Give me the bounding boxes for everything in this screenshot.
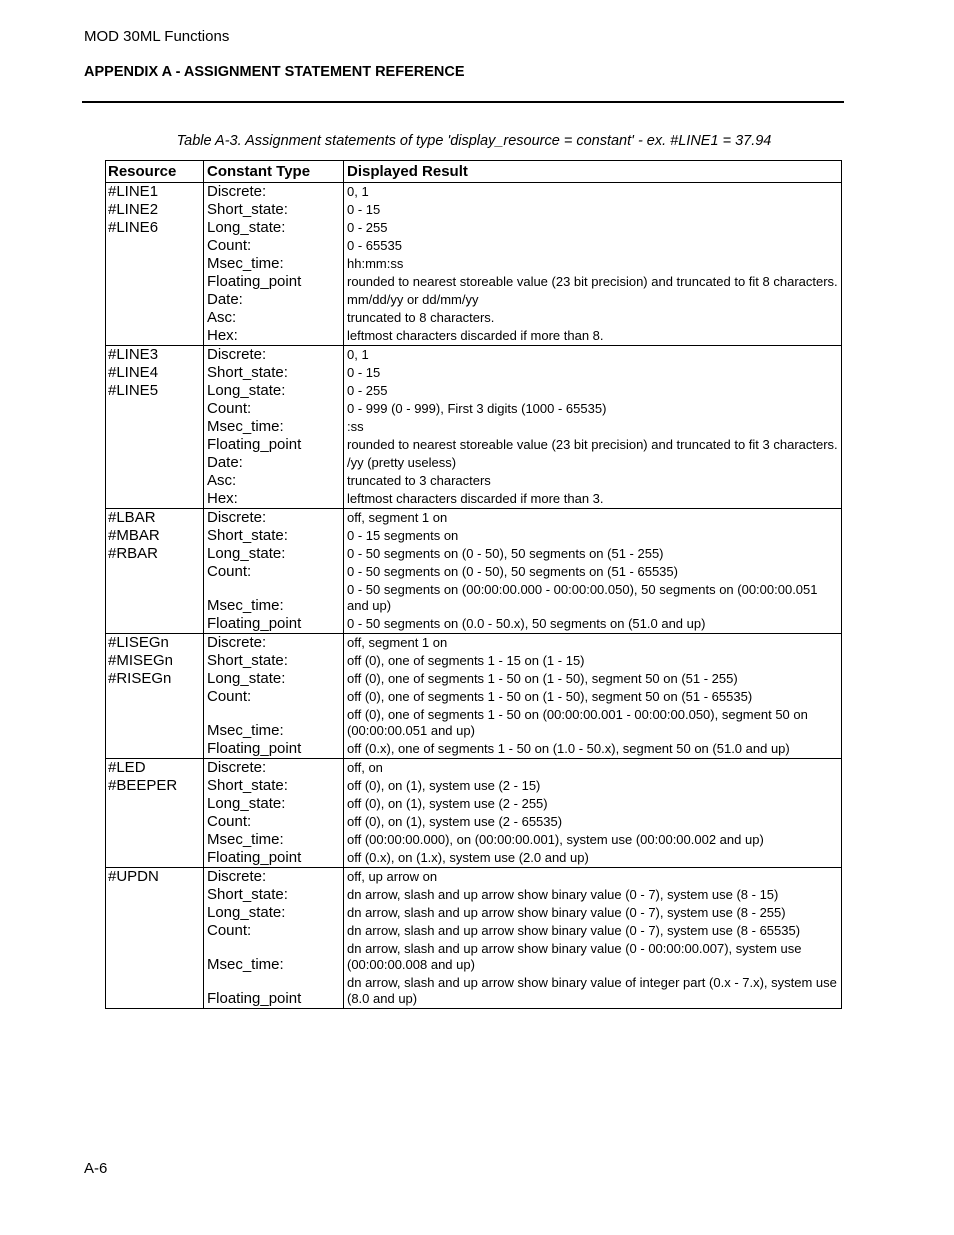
table-row [204,273,841,291]
table-row-group [106,633,841,758]
resource-name: #LISEGn [108,634,169,651]
displayed-result-cell: off (0), one of segments 1 - 50 on (00:00:00.001 - 00:00:00.050), segment 50 on (00:00:00.051 and up) [347,707,808,738]
section-heading: APPENDIX A - ASSIGNMENT STATEMENT REFERENCE [84,64,465,80]
table-row [204,237,841,255]
constant-type-cell [204,418,344,436]
constant-type-cell [204,201,344,219]
constant-type-label: Hex: [207,490,238,507]
table-row [204,868,841,886]
displayed-result-cell: off (0), one of segments 1 - 15 on (1 - 15) [347,653,585,668]
displayed-result-cell: off (0), one of segments 1 - 50 on (1 - 50), segment 50 on (51 - 65535) [347,689,753,704]
displayed-result-cell: 0 - 255 [347,383,388,398]
table-body [106,182,841,1008]
constant-type-label: Count: [207,237,252,254]
constant-type-label: Msec_time: [207,597,284,614]
constant-type-cell [204,436,344,454]
constant-type-cell [204,183,344,201]
resource-name: #UPDN [108,868,159,885]
column-header-displayed-result: Displayed Result [347,163,468,180]
displayed-result-cell: dn arrow, slash and up arrow show binary value of integer part (0.x - 7.x), system use (8.0 and up) [347,975,837,1006]
table-row [204,563,841,581]
table-row [204,904,841,922]
table-row [204,472,841,490]
displayed-result-cell: 0 - 50 segments on (0 - 50), 50 segments on (51 - 65535) [347,564,678,579]
resource-name: #LBAR [108,509,156,526]
table-row [204,615,841,633]
displayed-result-cell: 0, 1 [347,184,369,199]
constant-type-cell [204,454,344,472]
table-row [204,400,841,418]
constant-type-label: Short_state: [207,777,288,794]
table-row [204,634,841,652]
constant-type-cell [204,309,344,327]
displayed-result-cell: 0 - 15 [347,202,381,217]
table-row [204,849,841,867]
header-rule [82,101,844,103]
constant-type-cell [204,831,344,849]
displayed-result-cell: dn arrow, slash and up arrow show binary value (0 - 7), system use (8 - 15) [347,887,779,902]
table-row [204,309,841,327]
constant-type-cell [204,327,344,345]
table-row [204,706,841,740]
displayed-result-cell: dn arrow, slash and up arrow show binary value (0 - 00:00:00.007), system use (00:00:00.008 and up) [347,941,802,972]
constant-type-label: Msec_time: [207,956,284,973]
constant-type-label: Short_state: [207,201,288,218]
table-row [204,545,841,563]
constant-type-label: Discrete: [207,509,267,526]
constant-type-cell [204,364,344,382]
displayed-result-cell: truncated to 8 characters. [347,310,495,325]
constant-type-cell [204,740,344,758]
table-row [204,813,841,831]
displayed-result-cell: off (0), on (1), system use (2 - 255) [347,796,548,811]
resource-name: #RBAR [108,545,159,562]
table-row [204,777,841,795]
table-row [204,183,841,201]
constant-type-label: Long_state: [207,219,286,236]
constant-type-cell [204,849,344,867]
constant-type-label: Long_state: [207,904,286,921]
constant-type-cell [204,615,344,633]
constant-type-label: Short_state: [207,364,288,381]
displayed-result-cell: 0 - 15 segments on [347,528,459,543]
displayed-result-cell: off (0.x), on (1.x), system use (2.0 and up) [347,850,589,865]
constant-type-label: Discrete: [207,868,267,885]
table-row [204,831,841,849]
displayed-result-cell: /yy (pretty useless) [347,455,457,470]
displayed-result-cell: 0 - 50 segments on (00:00:00.000 - 00:00:00.050), 50 segments on (00:00:00.051 and up) [347,582,818,613]
constant-type-label: Count: [207,813,252,830]
table-row [204,436,841,454]
constant-type-label: Date: [207,454,243,471]
constant-type-cell [204,545,344,563]
displayed-result-cell: mm/dd/yy or dd/mm/yy [347,292,479,307]
constant-type-label: Asc: [207,309,237,326]
table-row [204,454,841,472]
constant-type-cell [204,581,344,615]
constant-type-cell [204,382,344,400]
resource-name: #LINE1 [108,183,159,200]
column-header-resource: Resource [106,161,204,182]
constant-type-cell [204,777,344,795]
resource-name: #LINE4 [108,364,159,381]
constant-type-label: Floating_point [207,436,302,453]
constant-type-cell [204,652,344,670]
displayed-result-cell: hh:mm:ss [347,256,404,271]
constant-type-label: Short_state: [207,652,288,669]
constant-type-cell [204,346,344,364]
displayed-result-cell: 0 - 15 [347,365,381,380]
constant-type-cell [204,670,344,688]
constant-type-label: Discrete: [207,183,267,200]
constant-type-cell [204,291,344,309]
constant-type-cell [204,706,344,740]
table-row [204,364,841,382]
table-row-group [106,508,841,633]
constant-type-label: Msec_time: [207,831,284,848]
resource-cell [106,868,204,1008]
displayed-result-cell: leftmost characters discarded if more than 8. [347,328,604,343]
table-row [204,795,841,813]
displayed-result-cell: 0 - 50 segments on (0.0 - 50.x), 50 segments on (51.0 and up) [347,616,706,631]
constant-type-cell [204,273,344,291]
resource-name: #LINE2 [108,201,159,218]
constant-type-cell [204,904,344,922]
constant-type-label: Floating_point [207,849,302,866]
constant-type-label: Long_state: [207,382,286,399]
table-row [204,922,841,940]
resource-name: #LINE5 [108,382,159,399]
displayed-result-cell: 0 - 999 (0 - 999), First 3 digits (1000 - 65535) [347,401,607,416]
displayed-result-cell: truncated to 3 characters [347,473,491,488]
constant-type-cell [204,219,344,237]
displayed-result-cell: dn arrow, slash and up arrow show binary value (0 - 7), system use (8 - 65535) [347,923,801,938]
table-row-group [106,345,841,508]
table-row [204,291,841,309]
table-row [204,670,841,688]
displayed-result-cell: 0 - 65535 [347,238,402,253]
constant-type-cell [204,886,344,904]
constant-type-label: Long_state: [207,795,286,812]
constant-type-label: Floating_point [207,990,302,1007]
displayed-result-cell: 0 - 50 segments on (0 - 50), 50 segments on (51 - 255) [347,546,664,561]
displayed-result-cell: off (0.x), one of segments 1 - 50 on (1.0 - 50.x), segment 50 on (51.0 and up) [347,741,790,756]
resource-cell [106,634,204,758]
constant-type-label: Count: [207,400,252,417]
constant-type-cell [204,400,344,418]
constant-type-cell [204,255,344,273]
displayed-result-cell: off, on [347,760,383,775]
displayed-result-cell: rounded to nearest storeable value (23 bit precision) and truncated to fit 3 characters. [347,437,838,452]
displayed-result-cell: off (0), one of segments 1 - 50 on (1 - 50), segment 50 on (51 - 255) [347,671,738,686]
displayed-result-cell: leftmost characters discarded if more than 3. [347,491,604,506]
table-row [204,527,841,545]
constant-type-cell [204,759,344,777]
constant-type-label: Count: [207,563,252,580]
constant-type-label: Discrete: [207,634,267,651]
constant-type-label: Hex: [207,327,238,344]
displayed-result-cell: dn arrow, slash and up arrow show binary value (0 - 7), system use (8 - 255) [347,905,786,920]
constant-type-label: Floating_point [207,740,302,757]
constant-type-cell [204,688,344,706]
displayed-result-cell: off (0), on (1), system use (2 - 15) [347,778,541,793]
table-row [204,490,841,508]
constant-type-label: Msec_time: [207,418,284,435]
table-row [204,886,841,904]
constant-type-label: Date: [207,291,243,308]
constant-type-cell [204,813,344,831]
constant-type-label: Count: [207,922,252,939]
displayed-result-cell: off, segment 1 on [347,635,448,650]
constant-type-cell [204,490,344,508]
constant-type-cell [204,922,344,940]
constant-type-cell [204,472,344,490]
constant-type-cell [204,940,344,974]
resource-name: #LINE6 [108,219,159,236]
constant-type-cell [204,237,344,255]
constant-type-label: Short_state: [207,886,288,903]
constant-type-label: Long_state: [207,545,286,562]
displayed-result-cell: rounded to nearest storeable value (23 bit precision) and truncated to fit 8 characters. [347,274,838,289]
table-row [204,201,841,219]
assignment-table [105,160,842,1009]
constant-type-label: Asc: [207,472,237,489]
page-number: A-6 [84,1160,108,1177]
constant-type-label: Floating_point [207,273,302,290]
resource-name: #LED [108,759,146,776]
table-row [204,255,841,273]
displayed-result-cell: off, segment 1 on [347,510,448,525]
constant-type-label: Count: [207,688,252,705]
displayed-result-cell: :ss [347,419,364,434]
displayed-result-cell: off (0), on (1), system use (2 - 65535) [347,814,563,829]
constant-type-label: Discrete: [207,759,267,776]
displayed-result-cell: off, up arrow on [347,869,438,884]
table-row-group [106,182,841,345]
constant-type-label: Long_state: [207,670,286,687]
table-row [204,219,841,237]
table-row [204,418,841,436]
table-row [204,940,841,974]
constant-type-label: Discrete: [207,346,267,363]
constant-type-cell [204,509,344,527]
table-header-row [106,161,841,182]
displayed-result-cell: 0, 1 [347,347,369,362]
resource-name: #MBAR [108,527,160,544]
resource-name: #MISEGn [108,652,174,669]
table-row [204,327,841,345]
table-row [204,382,841,400]
resource-cell [106,346,204,508]
resource-name: #RISEGn [108,670,172,687]
constant-type-label: Floating_point [207,615,302,632]
column-header-constant-type: Constant Type [204,161,344,182]
table-row [204,688,841,706]
constant-type-cell [204,868,344,886]
constant-type-cell [204,563,344,581]
table-row-group [106,758,841,867]
constant-type-cell [204,795,344,813]
table-row [204,581,841,615]
constant-type-label: Msec_time: [207,255,284,272]
constant-type-cell [204,634,344,652]
table-row [204,509,841,527]
resource-cell [106,183,204,345]
constant-type-cell [204,974,344,1008]
constant-type-cell [204,527,344,545]
displayed-result-cell: 0 - 255 [347,220,388,235]
document-title: MOD 30ML Functions [84,28,230,45]
table-row [204,652,841,670]
table-row-group [106,867,841,1008]
table-row [204,740,841,758]
resource-name: #LINE3 [108,346,159,363]
table-row [204,346,841,364]
constant-type-label: Short_state: [207,527,288,544]
table-caption: Table A-3. Assignment statements of type 'display_resource = constant' - ex. #LINE1 = 37.94 [176,133,772,149]
table-row [204,974,841,1008]
constant-type-label: Msec_time: [207,722,284,739]
resource-name: #BEEPER [108,777,178,794]
resource-cell [106,759,204,867]
displayed-result-cell: off (00:00:00.000), on (00:00:00.001), system use (00:00:00.002 and up) [347,832,764,847]
table-row [204,759,841,777]
resource-cell [106,509,204,633]
